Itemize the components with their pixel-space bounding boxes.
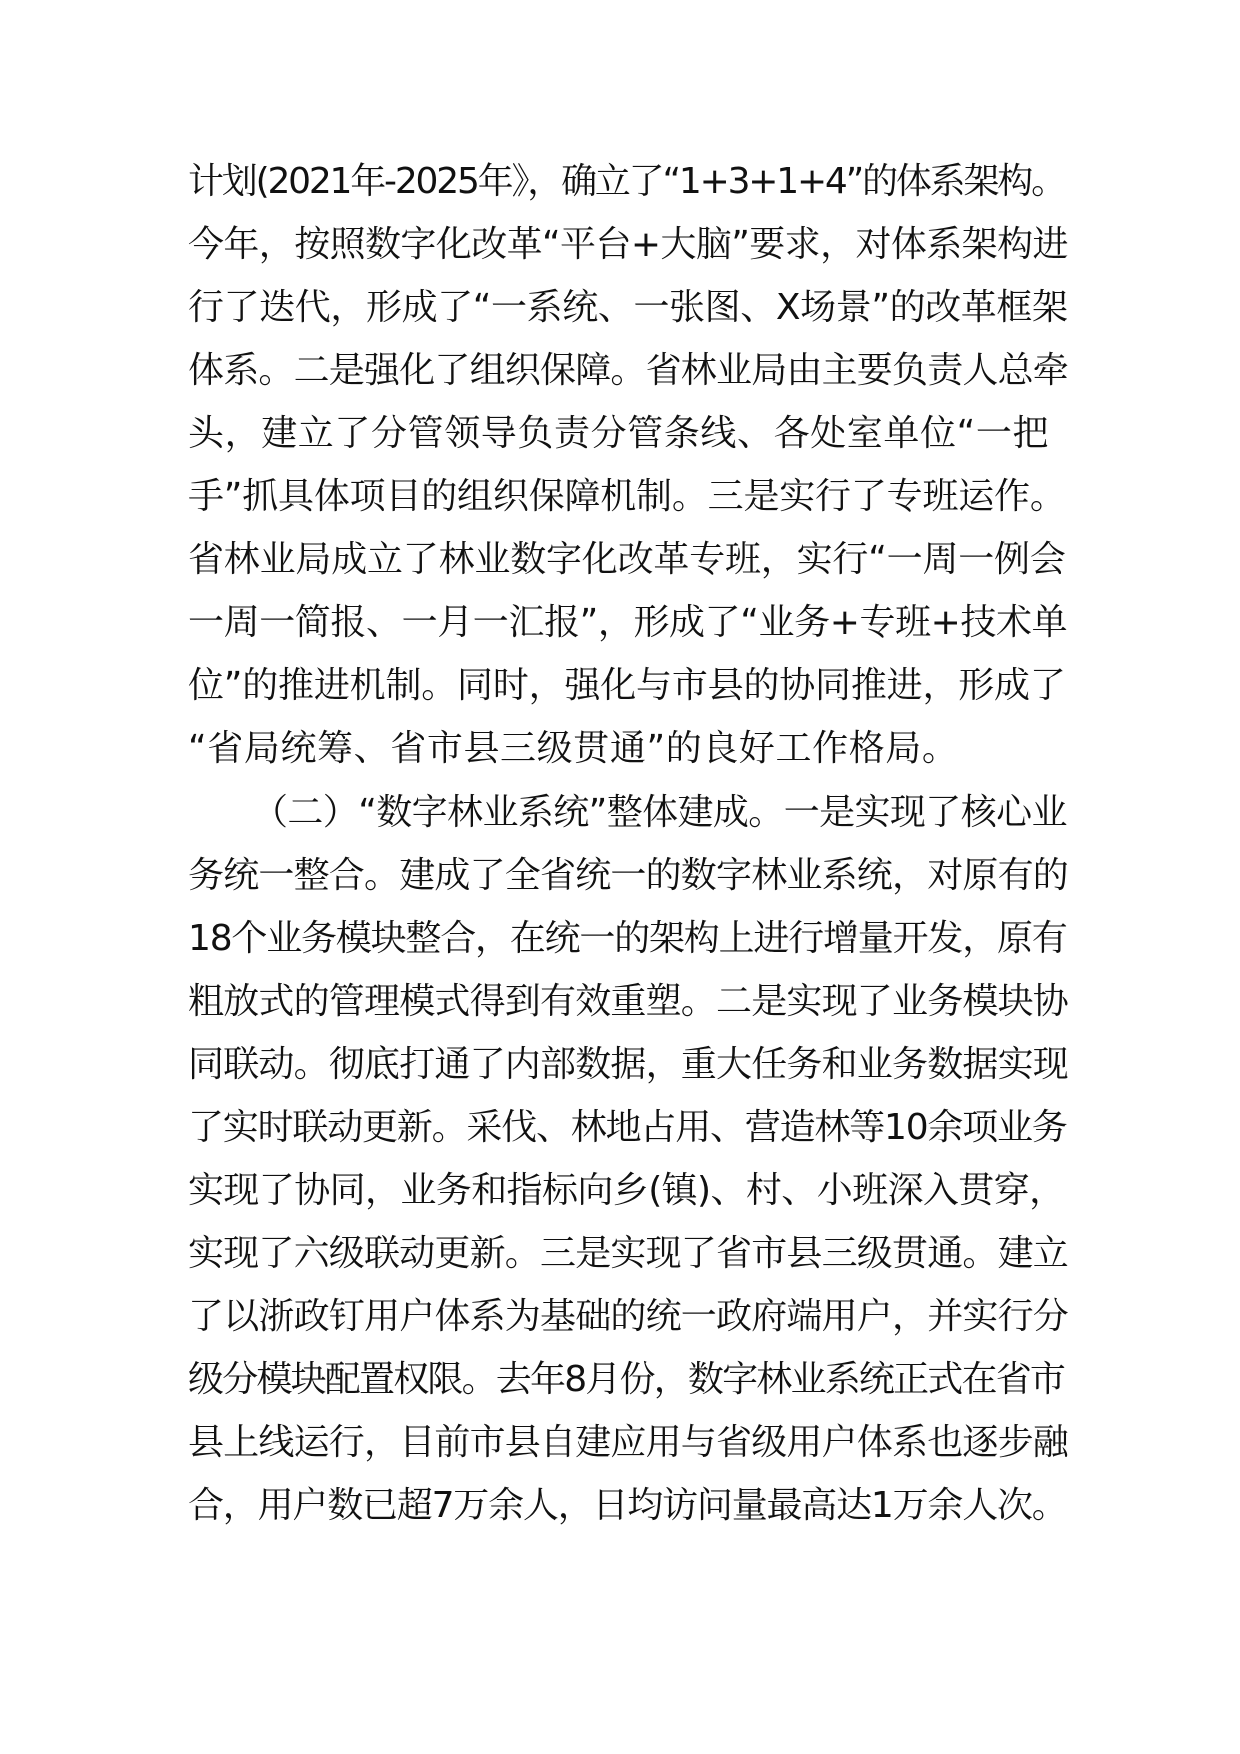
text-line: 务统一整合。建成了全省统一的数字林业系统，对原有的: [188, 855, 1069, 896]
text-line: 省林业局成立了林业数字化改革专班，实行“一周一例会: [188, 539, 1066, 580]
text-line: 粗放式的管理模式得到有效重塑。二是实现了业务模块协: [188, 981, 1069, 1022]
text-line: 手”抓具体项目的组织保障机制。三是实行了专班运作。: [188, 476, 1066, 517]
text-line: “省局统筹、省市县三级贯通”的良好工作格局。: [188, 728, 959, 769]
text-line: 级分模块配置权限。去年8月份，数字林业系统正式在省市: [188, 1359, 1065, 1400]
text-line: 实现了协同，业务和指标向乡(镇)、村、小班深入贯穿，: [188, 1170, 1065, 1211]
text-line: 实现了六级联动更新。三是实现了省市县三级贯通。建立: [188, 1233, 1069, 1274]
text-line: 了以浙政钉用户体系为基础的统一政府端用户，并实行分: [188, 1296, 1069, 1337]
text-line: 了实时联动更新。采伐、林地占用、营造林等10余项业务: [188, 1107, 1067, 1148]
text-line: 同联动。彻底打通了内部数据，重大任务和业务数据实现: [188, 1044, 1069, 1085]
text-line: 一周一简报、一月一汇报”，形成了“业务+专班+技术单: [188, 602, 1068, 643]
text-line: 县上线运行，目前市县自建应用与省级用户体系也逐步融: [188, 1422, 1069, 1463]
text-line: 行了迭代，形成了“一系统、一张图、X场景”的改革框架: [188, 287, 1068, 328]
text-line: 今年，按照数字化改革“平台+大脑”要求，对体系架构进: [188, 224, 1068, 265]
text-line: 头，建立了分管领导负责分管条线、各处室单位“一把: [188, 413, 1050, 454]
paragraph-first-line: （二）“数字林业系统”整体建成。一是实现了核心业: [252, 792, 1067, 833]
text-line: 18个业务模块整合，在统一的架构上进行增量开发，原有: [188, 918, 1067, 959]
text-line: 合，用户数已超7万余人，日均访问量最高达1万余人次。: [188, 1485, 1067, 1526]
text-line: 计划(2021年-2025年》，确立了“1+3+1+4”的体系架构。: [188, 161, 1065, 202]
text-line: 位”的推进机制。同时，强化与市县的协同推进，形成了: [188, 665, 1066, 706]
text-line: 体系。二是强化了组织保障。省林业局由主要负责人总牵: [188, 350, 1069, 391]
